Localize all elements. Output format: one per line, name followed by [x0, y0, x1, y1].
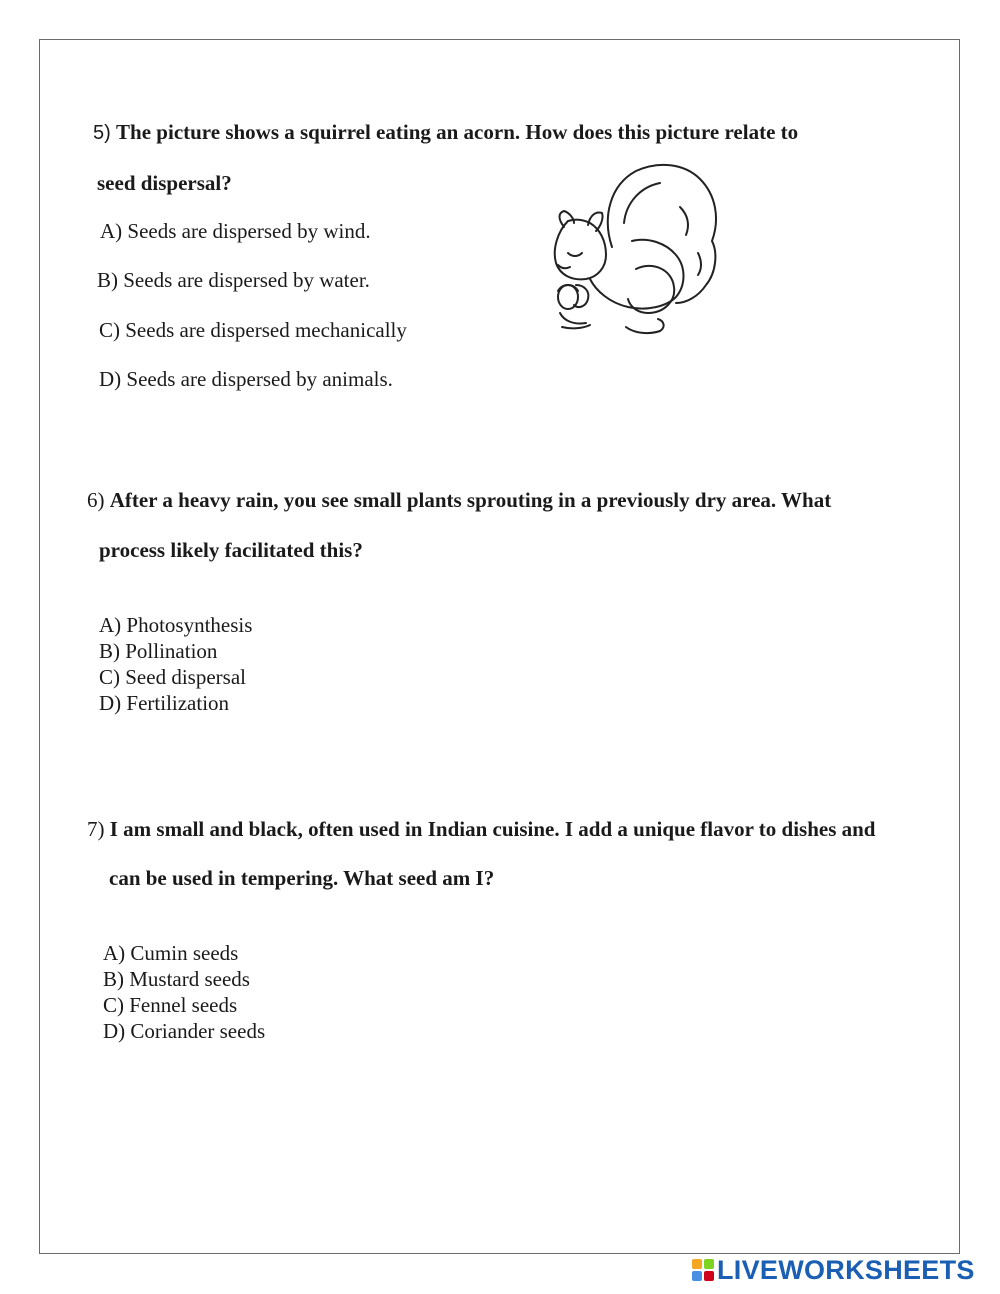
- logo-square-3: [692, 1271, 702, 1281]
- question-5-text-line-1: The picture shows a squirrel eating an acorn. How does this picture relate to: [116, 120, 799, 144]
- question-7-text-line-1: I am small and black, often used in Indian cuisine. I add a unique flavor to dishes and: [109, 817, 876, 841]
- question-6-text-line-2: process likely facilitated this?: [99, 538, 363, 562]
- question-6-option-c[interactable]: C) Seed dispersal: [99, 665, 246, 689]
- squirrel-foot-front: [562, 325, 590, 328]
- squirrel-haunch: [628, 266, 674, 313]
- question-7-option-a[interactable]: A) Cumin seeds: [103, 941, 239, 965]
- question-5-option-a[interactable]: A) Seeds are dispersed by wind.: [100, 219, 371, 243]
- squirrel-tail-fur-1: [624, 183, 660, 223]
- liveworksheets-brand[interactable]: [692, 1254, 975, 1285]
- liveworksheets-brand-text: LIVEWORKSHEETS: [717, 1254, 975, 1285]
- question-7-option-c[interactable]: C) Fennel seeds: [103, 993, 238, 1017]
- question-7-option-b[interactable]: B) Mustard seeds: [103, 967, 250, 991]
- question-5-option-d[interactable]: D) Seeds are dispersed by animals.: [99, 367, 393, 391]
- question-5-number: 5): [93, 122, 111, 144]
- question-7-option-d[interactable]: D) Coriander seeds: [103, 1019, 266, 1043]
- acorn-cap: [558, 285, 578, 291]
- question-6-option-b[interactable]: B) Pollination: [99, 639, 218, 663]
- squirrel-tail-fur-3: [698, 253, 701, 275]
- question-5-line-1: [93, 122, 798, 143]
- question-6-line-1: [87, 490, 831, 511]
- question-5-option-b[interactable]: B) Seeds are dispersed by water.: [97, 268, 370, 292]
- question-5-option-c[interactable]: C) Seeds are dispersed mechanically: [99, 318, 407, 342]
- squirrel-tail: [608, 165, 716, 303]
- question-7-text-line-2: can be used in tempering. What seed am I?: [109, 866, 495, 890]
- question-6-number: 6): [87, 488, 105, 512]
- squirrel-mouth: [558, 265, 570, 268]
- squirrel-foot-back: [626, 319, 664, 333]
- squirrel-eye: [568, 253, 582, 256]
- question-6-option-a[interactable]: A) Photosynthesis: [99, 613, 253, 637]
- question-5-text-line-2: seed dispersal?: [97, 171, 232, 195]
- squirrel-tail-fur-2: [680, 207, 688, 235]
- question-7-number: 7): [87, 817, 105, 841]
- logo-square-2: [704, 1259, 714, 1269]
- question-6-text-line-1: After a heavy rain, you see small plants sprouting in a previously dry area. What: [109, 488, 832, 512]
- logo-square-4: [704, 1271, 714, 1281]
- squirrel-paw-lower: [560, 313, 586, 324]
- squirrel-eating-acorn-illustration: [540, 157, 725, 345]
- liveworksheets-logo-icon: [692, 1259, 714, 1281]
- logo-square-1: [692, 1259, 702, 1269]
- question-6-option-d[interactable]: D) Fertilization: [99, 691, 230, 715]
- question-7-line-1: [87, 819, 876, 840]
